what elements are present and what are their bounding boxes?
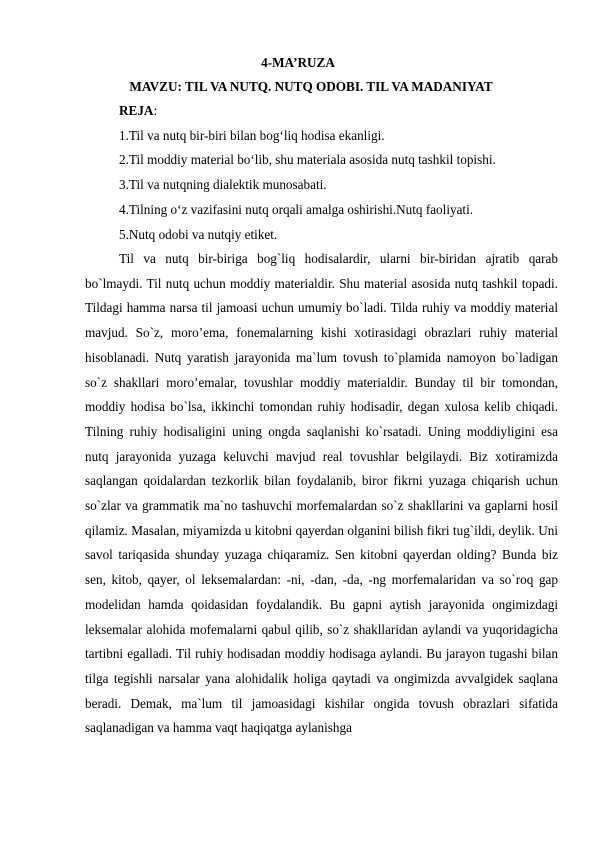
lecture-title: 4-MA’RUZA [261,55,335,70]
plan-item: 2.Til moddiy material bo‘lib, shu materiala asosida nutq tashkil topishi. [119,152,496,168]
plan-list [119,124,559,248]
plan-item: 5.Nutq odobi va nutqiy etiket. [119,226,278,242]
plan-section [119,99,559,247]
plan-heading-line [119,99,559,124]
body-paragraph: Til va nutq bir-biriga bog`liq hodisalardir, ularni bir-biridan ajratib qarab bo`lmaydi. Til nutq uchun moddiy materialdir. Shu material asosida nutq tashkil topadi. Tildagi hamma narsa til jamoasi uchun umumiy bo`ladi. Tilda ruhiy va moddiy material mavjud. So`z, moro’ema, fonemalarning kishi xotirasidagi obrazlari ruhiy material hisoblanadi. Nutq yaratish jarayonida ma`lum tovush to`plamida namoyon bo`ladigan so`z shakllari moro’emalar, tovushlar moddiy materialdir. Bunday til bir tomondan, moddiy hodisa bo`lsa, ikkinchi tomondan ruhiy hodisadir, degan xulosa kelib chiqadi. Tilning ruhiy hodisaligini uning ongda saqlanishi ko`rsatadi. Uning moddiyligini esa nutq jarayonida yuzaga keluvchi mavjud real tovushlar belgilaydi. Biz xotiramizda saqlangan qoidalardan tezkorlik bilan foydalanib, biror fikrni yuzaga chiqarish uchun so`zlar va grammatik ma`no tashuvchi morfemalardan so`z shakllarini va gaplarni hosil qilamiz. Masalan, miyamizda u kitobni qayerdan olganini bilish fikri tug`ildi, deylik. Uni savol tariqasida shunday yuzaga chiqaramiz. Sen kitobni qayerdan olding? Bunda biz sen, kitob, qayer, ol leksemalardan: -ni, -dan, -da, -ng morfemalaridan va so`roq gap modelidan hamda qoidasidan foydalandik. Bu gapni aytish jarayonida ongimizdagi leksemalar alohida mofemalarni qabul qilib, so`z shakllaridan aylandi va yuqoridagicha tartibni egalladi. Til ruhiy hodisadan moddiy hodisaga aylandi. Bu jarayon tugashi bilan tilga tegishli narsalar yana alohidalik holiga qaytadi va ongimizda avvalgidek saqlana beradi. Demak, ma`lum til jamoasidagi kishilar ongida tovush obrazlari sifatida saqlanadigan va hamma vaqt haqiqatga aylanishga [85,251,558,736]
plan-heading: REJA [119,103,154,118]
plan-heading-colon: : [153,103,158,118]
plan-item: 4.Tilning o‘z vazifasini nutq orqali amalga oshirishi.Nutq faoliyati. [119,201,474,217]
plan-item: 3.Til va nutqning dialektik munosabati. [119,177,327,193]
plan-item: 1.Til va nutq bir-biri bilan bog‘liq hodisa ekanligi. [119,127,385,143]
topic-subtitle: MAVZU: TIL VA NUTQ. NUTQ ODOBI. TIL VA MADANIYAT [129,79,493,94]
